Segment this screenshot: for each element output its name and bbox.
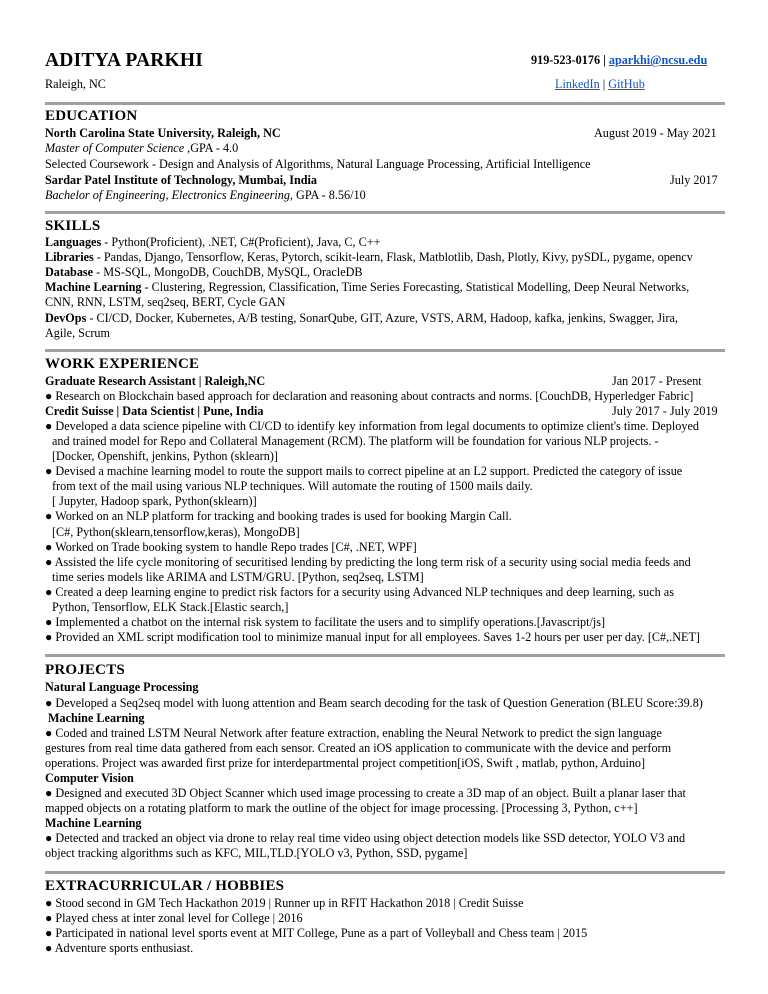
project-title: Natural Language Processing	[45, 680, 199, 694]
skill-values: - Pandas, Django, Tensorflow, Keras, Pytorch, scikit-learn, Flask, Matblotlib, Dash, Plotly, Kivy, pySDL, pygame, opencv	[93, 250, 693, 264]
project-bullet-continued: operations. Project was awarded first prize for interdepartmental project competition[iOS, Swift , matlab, python, Arduino]	[45, 756, 646, 770]
hobby-item: ● Stood second in GM Tech Hackathon 2019 | Runner up in RFIT Hackathon 2018 | Credit Suisse	[45, 896, 524, 910]
skill-label: Languages	[45, 235, 102, 249]
job-bullet-continued: time series models like ARIMA and LSTM/GRU. [Python, seq2seq, LSTM]	[52, 570, 424, 584]
phone-number: 919-523-0176	[531, 53, 601, 67]
job-bullet-continued: and trained model for Repo and Collateral Management (RCM). The platform will be foundation for various NLP projects. -	[52, 434, 659, 448]
skill-values: - CI/CD, Docker, Kubernetes, A/B testing, SonarQube, GIT, Azure, VSTS, ARM, Hadoop, kafka, jenkins, Swagger, Jira,	[86, 311, 678, 325]
skills-ml-continued: CNN, RNN, LSTM, seq2seq, BERT, Cycle GAN	[45, 295, 286, 309]
job-bullet: ● Implemented a chatbot on the internal risk system to facilitate the users and to simplify operations.[Javascript/js]	[45, 615, 606, 629]
job-bullet-continued: [C#, Python(sklearn,tensorflow,keras), MongoDB]	[52, 525, 300, 539]
project-bullet-continued: gestures from real time data gathered from each sensor. Created an iOS application to communicate with the device and perform	[45, 741, 672, 755]
section-divider	[45, 102, 725, 105]
job-bullet: ● Developed a data science pipeline with CI/CD to identify key information from legal documents to optimize client's time. Deployed	[45, 419, 699, 433]
job-bullet-continued: [Docker, Openshift, jenkins, Python (sklearn)]	[52, 449, 278, 463]
job-bullet: ● Devised a machine learning model to route the support mails to correct pipeline at an L2 support. Predicted the category of issue	[45, 464, 683, 478]
project-bullet: ● Designed and executed 3D Object Scanner which used image processing to create a 3D map of an object. Built a planar laser that	[45, 786, 686, 800]
section-divider	[45, 211, 725, 214]
extracurricular-heading: EXTRACURRICULAR / HOBBIES	[45, 878, 285, 894]
job-title: Graduate Research Assistant | Raleigh,NC	[45, 374, 266, 388]
skills-database	[45, 265, 363, 280]
hobby-item: ● Played chess at inter zonal level for College | 2016	[45, 911, 303, 925]
skill-label: Machine Learning	[45, 280, 142, 294]
project-bullet-continued: mapped objects on a rotating platform to mark the outline of the object for image processing. [Processing 3, Python, c++]	[45, 801, 638, 815]
hobby-item: ● Participated in national level sports event at MIT College, Pune as a part of Volleyball and Chess team | 2015	[45, 926, 588, 940]
work-heading: WORK EXPERIENCE	[45, 356, 200, 372]
school-name: Sardar Patel Institute of Technology, Mumbai, India	[45, 173, 317, 187]
project-bullet-continued: object tracking algorithms such as KFC, MIL,TLD.[YOLO v3, Python, SSD, pygame]	[45, 846, 468, 860]
skills-devops-continued: Agile, Scrum	[45, 326, 110, 340]
skill-values: - MS-SQL, MongoDB, CouchDB, MySQL, OracleDB	[93, 265, 363, 279]
job-bullet: ● Created a deep learning engine to predict risk factors for a security using Advanced NLP techniques and deep learning, such as	[45, 585, 674, 599]
profile-links	[555, 77, 645, 92]
skill-values: - Python(Proficient), .NET, C#(Proficient), Java, C, C++	[101, 235, 381, 249]
job-bullet: ● Assisted the life cycle monitoring of securitised lending by predicting the long term risk of a security using social media feeds and	[45, 555, 691, 569]
project-title: Machine Learning	[48, 711, 145, 725]
coursework: Selected Coursework - Design and Analysis of Algorithms, Natural Language Processing, Artificial Intelligence	[45, 157, 591, 171]
skills-libraries	[45, 250, 693, 265]
hobby-item: ● Adventure sports enthusiast.	[45, 941, 194, 955]
project-title: Machine Learning	[45, 816, 142, 830]
job-bullet: ● Worked on an NLP platform for tracking and booking trades is used for booking Margin Call.	[45, 509, 512, 523]
section-divider	[45, 871, 725, 874]
gpa: GPA - 8.56/10	[292, 188, 366, 202]
skill-label: DevOps	[45, 311, 87, 325]
school-dates: July 2017	[670, 173, 718, 187]
degree: Bachelor of Engineering, Electronics Engineering,	[45, 188, 293, 202]
section-divider	[45, 349, 725, 352]
job-bullet-continued: from text of the mail using various NLP techniques. Will automate the routing of 1500 mails daily.	[52, 479, 533, 493]
project-bullet: ● Coded and trained LSTM Neural Network after feature extraction, enabling the Neural Network to predict the sign language	[45, 726, 662, 740]
gpa: ,GPA - 4.0	[184, 141, 239, 155]
skill-label: Database	[45, 265, 94, 279]
project-title: Computer Vision	[45, 771, 134, 785]
job-bullet-continued: [ Jupyter, Hadoop spark, Python(sklearn)]	[52, 494, 257, 508]
projects-heading: PROJECTS	[45, 662, 125, 678]
contact-line	[531, 53, 707, 68]
job-dates: Jan 2017 - Present	[612, 374, 702, 388]
github-link[interactable]: GitHub	[608, 77, 645, 91]
links-separator: |	[602, 77, 606, 91]
linkedin-link[interactable]: LinkedIn	[555, 77, 600, 91]
contact-separator: |	[603, 53, 606, 67]
skill-label: Libraries	[45, 250, 94, 264]
job-bullet: ● Provided an XML script modification tool to minimize manual input for all employees. Saves 1-2 hours per user per day. [C#,.NET]	[45, 630, 700, 644]
project-bullet: ● Developed a Seq2seq model with luong attention and Beam search decoding for the task of Question Generation (BLEU Score:39.8)	[45, 696, 703, 710]
skills-heading: SKILLS	[45, 218, 101, 234]
candidate-name: ADITYA PARKHI	[45, 50, 204, 71]
job-title: Credit Suisse | Data Scientist | Pune, India	[45, 404, 264, 418]
job-bullet-continued: Python, Tensorflow, ELK Stack.[Elastic search,]	[52, 600, 289, 614]
skill-values: - Clustering, Regression, Classification, Time Series Forecasting, Statistical Modelling, Deep Neural Networks,	[141, 280, 690, 294]
email-link[interactable]: aparkhi@ncsu.edu	[608, 53, 708, 67]
skills-devops	[45, 311, 678, 326]
school-dates: August 2019 - May 2021	[594, 126, 717, 140]
job-bullet: ● Worked on Trade booking system to handle Repo trades [C#, .NET, WPF]	[45, 540, 417, 554]
degree-line	[45, 188, 366, 203]
education-heading: EDUCATION	[45, 108, 138, 124]
school-name: North Carolina State University, Raleigh, NC	[45, 126, 281, 140]
section-divider	[45, 654, 725, 657]
job-dates: July 2017 - July 2019	[612, 404, 718, 418]
location: Raleigh, NC	[45, 77, 106, 91]
degree-line	[45, 141, 238, 156]
skills-languages	[45, 235, 380, 250]
project-bullet: ● Detected and tracked an object via drone to relay real time video using object detection models like SSD detector, YOLO V3 and	[45, 831, 686, 845]
skills-ml	[45, 280, 689, 295]
degree: Master of Computer Science	[45, 141, 185, 155]
job-bullet: ● Research on Blockchain based approach for declaration and reasoning about contracts and norms. [CouchDB, Hyperledger Fabric]	[45, 389, 694, 403]
